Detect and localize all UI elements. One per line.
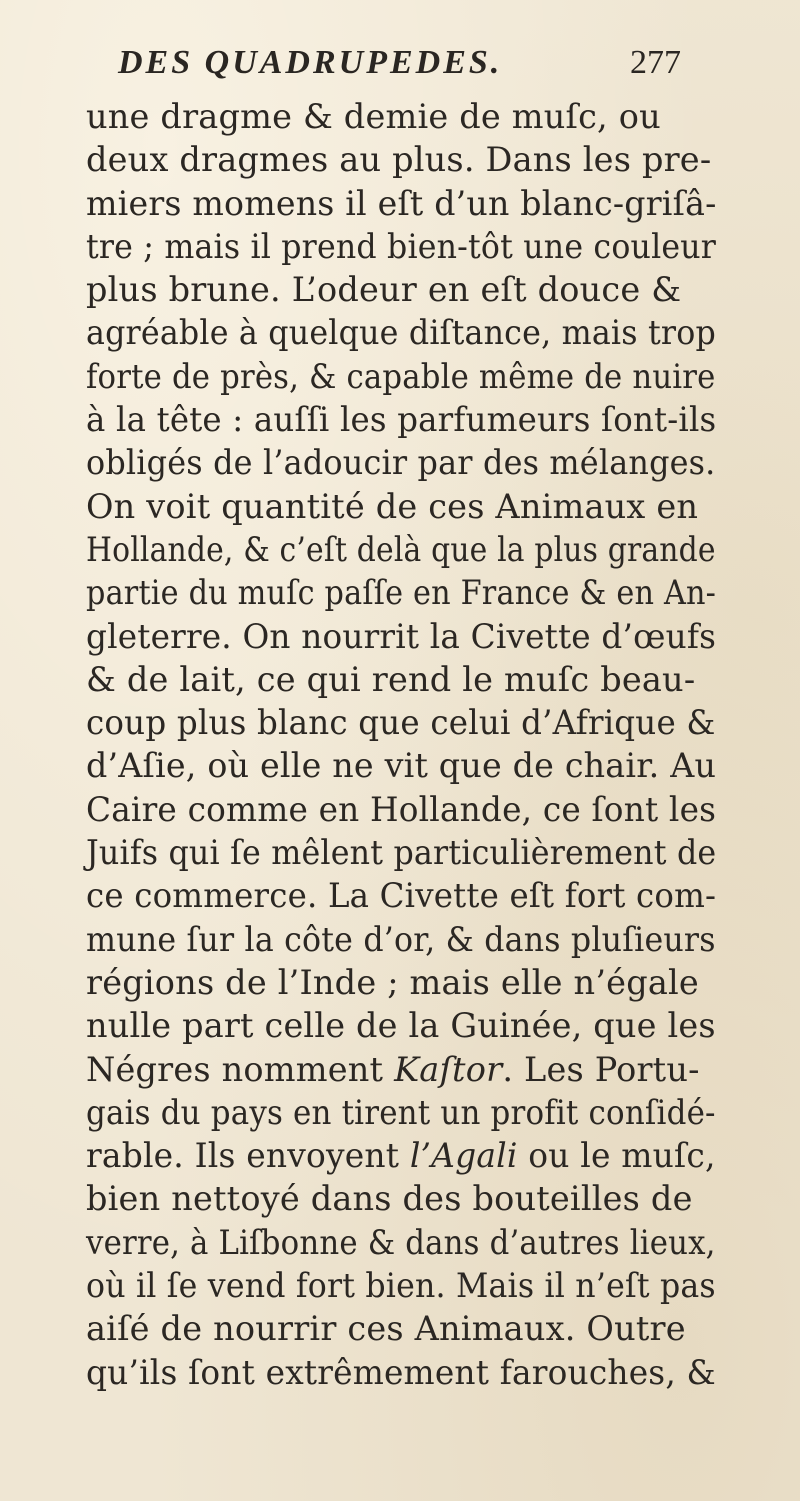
body-text <box>86 95 716 1394</box>
text-line: Caire comme en Hollande, ce ſont les <box>86 789 717 829</box>
text-line: coup plus blanc que celui d’Afrique & <box>86 703 716 743</box>
text-line: rable. Ils envoyent l’Agali ou le muſc, <box>86 1136 716 1176</box>
text-line: qu’ils ſont extrêmement farouches, & <box>86 1352 716 1392</box>
text-line: Hollande, & c’eſt delà que la plus grande <box>86 529 716 569</box>
page-number: 277 <box>630 44 681 81</box>
text-line: aiſé de nourrir ces Animaux. Outre <box>86 1309 686 1349</box>
text-line: à la tête : auſſi les parfumeurs ſont-ils <box>86 400 717 440</box>
text-line: gais du pays en tirent un profit conſidé- <box>86 1092 716 1132</box>
text-line: plus brune. L’odeur en eſt douce & <box>86 270 682 310</box>
text-line: où il ſe vend fort bien. Mais il n’eſt pas <box>86 1266 716 1306</box>
text-line: forte de près, & capable même de nuire <box>86 356 716 396</box>
text-line: On voit quantité de ces Animaux en <box>86 486 699 526</box>
text-line: miers momens il eſt d’un blanc-griſâ- <box>86 183 717 223</box>
text-line: régions de l’Inde ; mais elle n’égale <box>86 962 699 1002</box>
text-line: verre, à Liſbonne & dans d’autres lieux, <box>86 1222 716 1262</box>
text-line: Négres nomment Kaſtor. Les Portu- <box>86 1049 700 1089</box>
text-line: & de lait, ce qui rend le muſc beau- <box>86 659 696 699</box>
italic-term: l’Agali <box>409 1136 518 1176</box>
text-line: partie du muſc paſſe en France & en An- <box>86 573 717 613</box>
text-line: ce commerce. La Civette eſt fort com- <box>86 876 717 916</box>
running-title: DES QUADRUPEDES. <box>118 44 503 81</box>
text-line: mune ſur la côte d’or, & dans pluſieurs <box>86 919 716 959</box>
text-line: obligés de l’adoucir par des mélanges. <box>86 443 716 483</box>
text-line: deux dragmes au plus. Dans les pre- <box>86 140 712 180</box>
text-line: tre ; mais il prend bien-tôt une couleur <box>86 226 717 266</box>
text-line: gleterre. On nourrit la Civette d’œufs <box>86 616 717 656</box>
page-header <box>118 44 718 96</box>
italic-term: Kaſtor <box>394 1049 503 1089</box>
text-line: une dragme & demie de muſc, ou <box>86 97 661 136</box>
text-line: nulle part celle de la Guinée, que les <box>86 1006 716 1046</box>
text-line: Juifs qui ſe mêlent particulièrement de <box>86 833 717 873</box>
text-line: agréable à quelque diſtance, mais trop <box>86 313 716 353</box>
text-line: d’Aſie, où elle ne vit que de chair. Au <box>86 746 717 786</box>
text-line: bien nettoyé dans des bouteilles de <box>86 1179 693 1219</box>
